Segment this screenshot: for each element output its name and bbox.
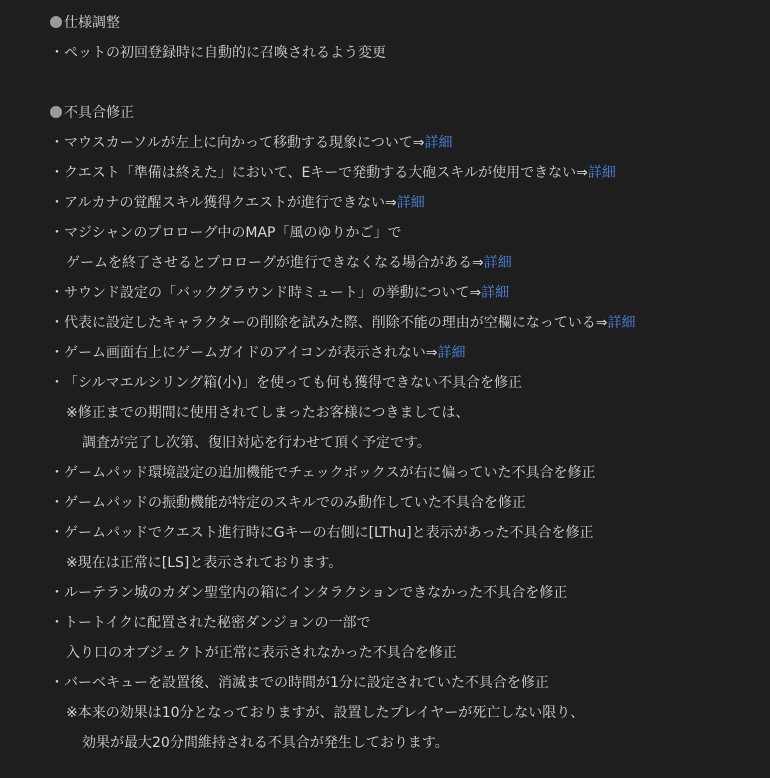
details-link[interactable]: 詳細 <box>483 255 512 271</box>
bullet: ・ <box>50 135 64 151</box>
circle-bullet-icon <box>50 16 62 28</box>
list-item-continuation <box>0 638 770 668</box>
section-title: 仕様調整 <box>64 15 120 31</box>
list-item-text: 代表に設定したキャラクターの削除を試みた際、削除不能の理由が空欄になっている⇒ <box>64 315 608 331</box>
bullet: ・ <box>50 615 64 631</box>
list-item-note <box>0 548 770 578</box>
bullet: ・ <box>50 525 64 541</box>
list-item <box>0 518 770 548</box>
details-link[interactable]: 詳細 <box>396 195 425 211</box>
list-item-text: クエスト「準備は終えた」において、Eキーで発動する大砲スキルが使用できない⇒ <box>64 165 588 181</box>
list-item <box>0 608 770 638</box>
list-item-text: バーベキューを設置後、消滅までの時間が1分に設定されていた不具合を修正 <box>64 675 549 691</box>
circle-bullet-icon <box>50 106 62 118</box>
note-text: ※修正までの期間に使用されてしまったお客様につきましては、 <box>66 405 470 421</box>
list-item <box>0 188 770 218</box>
bullet: ・ <box>50 345 64 361</box>
bullet: ・ <box>50 675 64 691</box>
list-item-text: ペットの初回登録時に自動的に召喚されるよう変更 <box>64 45 386 61</box>
list-item <box>0 308 770 338</box>
list-item-text: サウンド設定の「バックグラウンド時ミュート」の挙動について⇒ <box>64 285 482 301</box>
details-link[interactable]: 詳細 <box>607 315 636 331</box>
list-item-text: ゲーム画面右上にゲームガイドのアイコンが表示されない⇒ <box>64 345 438 361</box>
list-item-text: ルーテラン城のカダン聖堂内の箱にインタラクションできなかった不具合を修正 <box>64 585 568 601</box>
list-item-text: ゲームパッドでクエスト進行時にGキーの右側に[LThu]と表示があった不具合を修正 <box>64 525 594 541</box>
bullet: ・ <box>50 285 64 301</box>
note-text: 調査が完了し次第、復旧対応を行わせて頂く予定です。 <box>82 435 431 451</box>
bullet: ・ <box>50 315 64 331</box>
list-item-text: ゲームを終了させるとプロローグが進行できなくなる場合がある⇒ <box>66 255 484 271</box>
list-item <box>0 278 770 308</box>
list-item-text: 「シルマエルシリング箱(小)」を使っても何も獲得できない不具合を修正 <box>64 375 522 391</box>
list-item <box>0 38 770 68</box>
list-item-note-continuation <box>0 728 770 758</box>
list-item <box>0 158 770 188</box>
bullet: ・ <box>50 465 64 481</box>
spacer <box>0 68 770 98</box>
bullet: ・ <box>50 195 64 211</box>
section-heading-bugs <box>0 98 770 128</box>
list-item <box>0 128 770 158</box>
list-item-note <box>0 398 770 428</box>
list-item-text: トートイクに配置された秘密ダンジョンの一部で <box>64 615 371 631</box>
list-item <box>0 338 770 368</box>
list-item-text: 入り口のオブジェクトが正常に表示されなかった不具合を修正 <box>66 645 457 661</box>
bullet: ・ <box>50 165 64 181</box>
list-item-text: アルカナの覚醒スキル獲得クエストが進行できない⇒ <box>64 195 397 211</box>
list-item-note <box>0 698 770 728</box>
details-link[interactable]: 詳細 <box>587 165 616 181</box>
list-item <box>0 578 770 608</box>
note-text: ※本来の効果は10分となっておりますが、設置したプレイヤーが死亡しない限り、 <box>66 705 585 721</box>
details-link[interactable]: 詳細 <box>437 345 466 361</box>
bullet: ・ <box>50 45 64 61</box>
section-title: 不具合修正 <box>64 105 134 121</box>
bullet: ・ <box>50 225 64 241</box>
list-item-continuation <box>0 248 770 278</box>
section-heading-spec <box>0 8 770 38</box>
note-text: ※現在は正常に[LS]と表示されております。 <box>66 555 343 571</box>
list-item <box>0 458 770 488</box>
list-item-note-continuation <box>0 428 770 458</box>
list-item <box>0 488 770 518</box>
bullet: ・ <box>50 495 64 511</box>
list-item <box>0 668 770 698</box>
list-item-text: マウスカーソルが左上に向かって移動する現象について⇒ <box>64 135 425 151</box>
note-text: 効果が最大20分間維持される不具合が発生しております。 <box>82 735 449 751</box>
details-link[interactable]: 詳細 <box>481 285 510 301</box>
list-item-text: マジシャンのプロローグ中のMAP「風のゆりかご」で <box>64 225 402 241</box>
bullet: ・ <box>50 375 64 391</box>
details-link[interactable]: 詳細 <box>424 135 453 151</box>
list-item-text: ゲームパッドの振動機能が特定のスキルでのみ動作していた不具合を修正 <box>64 495 526 511</box>
list-item <box>0 218 770 248</box>
bullet: ・ <box>50 585 64 601</box>
list-item <box>0 368 770 398</box>
list-item-text: ゲームパッド環境設定の追加機能でチェックボックスが右に偏っていた不具合を修正 <box>64 465 596 481</box>
